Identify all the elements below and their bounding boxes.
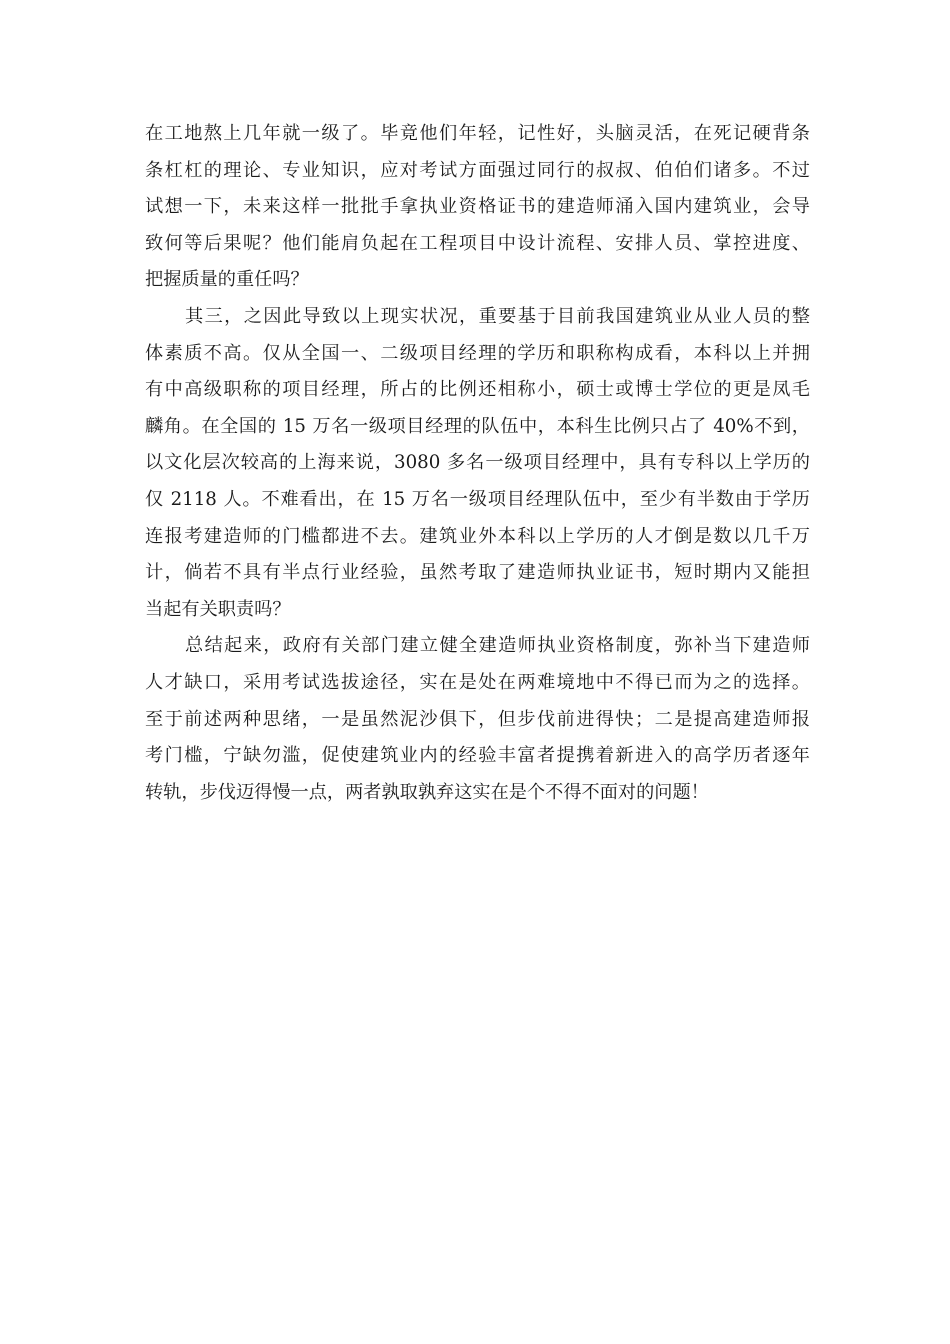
text-line: 条杠杠的理论、专业知识，应对考试方面强过同行的叔叔、伯伯们诸多。不过	[145, 159, 810, 181]
text-line: 总结起来，政府有关部门建立健全建造师执业资格制度，弥补当下建造师	[185, 635, 810, 657]
text-line: 仅 2118 人。不难看出，在 15 万名一级项目经理队伍中，至少有半数由于学历	[145, 488, 810, 510]
text-line: 转轨，步伐迈得慢一点，两者孰取孰弃这实在是个不得不面对的问题！	[145, 781, 709, 803]
text-line: 麟角。在全国的 15 万名一级项目经理的队伍中，本科生比例只占了 40%不到，	[145, 415, 810, 437]
text-line: 体素质不高。仅从全国一、二级项目经理的学历和职称构成看，本科以上并拥	[145, 342, 810, 364]
text-line: 考门槛，宁缺勿滥，促使建筑业内的经验丰富者提携着新进入的高学历者逐年	[145, 745, 810, 767]
text-line: 试想一下，未来这样一批批手拿执业资格证书的建造师涌入国内建筑业，会导	[145, 196, 810, 218]
text-line: 人才缺口，采用考试选拔途径，实在是处在两难境地中不得已而为之的选择。	[145, 671, 810, 693]
text-line: 其三，之因此导致以上现实状况，重要基于目前我国建筑业从业人员的整	[185, 305, 810, 327]
text-line: 在工地熬上几年就一级了。毕竟他们年轻，记性好，头脑灵活，在死记硬背条	[145, 123, 810, 144]
document-body	[145, 116, 810, 811]
text-line: 以文化层次较高的上海来说，3080 多名一级项目经理中，具有专科以上学历的	[145, 452, 810, 474]
paragraph-third-reason	[145, 299, 810, 628]
text-line: 把握质量的重任吗？	[145, 269, 309, 291]
text-line: 连报考建造师的门槛都进不去。建筑业外本科以上学历的人才倒是数以几千万	[145, 525, 810, 547]
text-line: 当起有关职责吗？	[145, 598, 291, 620]
paragraph-continued	[145, 116, 810, 299]
text-line: 计，倘若不具有半点行业经验，虽然考取了建造师执业证书，短时期内又能担	[145, 562, 810, 584]
text-line: 致何等后果呢？他们能肩负起在工程项目中设计流程、安排人员、掌控进度、	[145, 232, 810, 254]
paragraph-summary	[145, 628, 810, 811]
text-line: 有中高级职称的项目经理，所占的比例还相称小，硕士或博士学位的更是凤毛	[145, 379, 810, 401]
text-line: 至于前述两种思绪，一是虽然泥沙俱下，但步伐前进得快；二是提高建造师报	[145, 708, 810, 730]
